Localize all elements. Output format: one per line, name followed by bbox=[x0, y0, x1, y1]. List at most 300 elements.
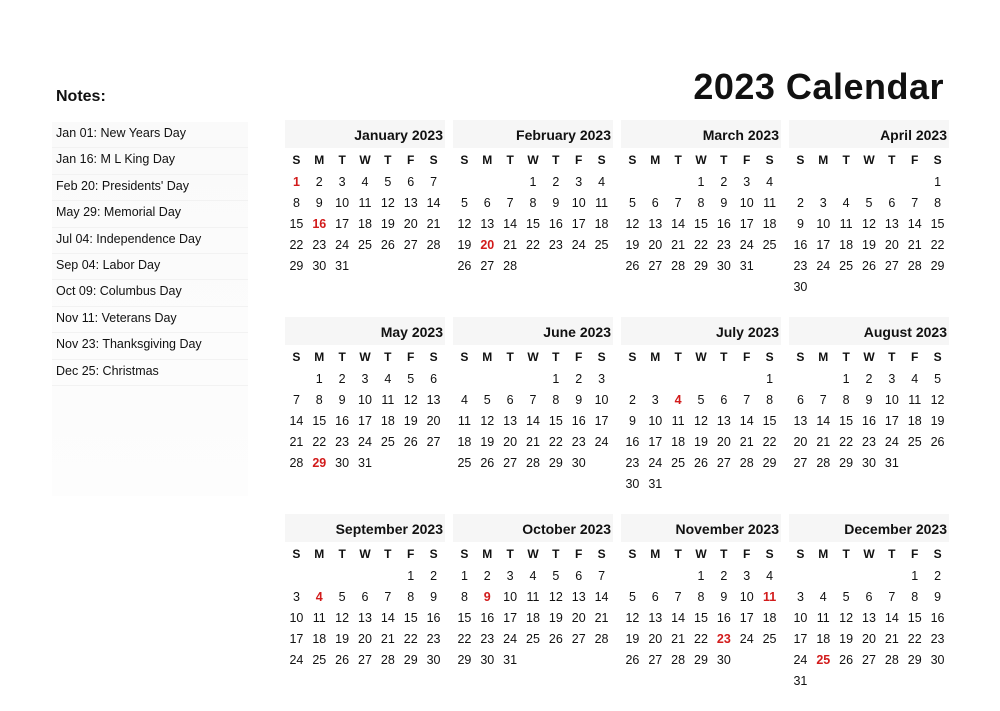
day-cell: 23 bbox=[426, 632, 441, 646]
day-cell: 25 bbox=[526, 632, 540, 646]
day-cell: 27 bbox=[426, 435, 441, 449]
weekday-label: F bbox=[911, 547, 919, 561]
weekday-label: F bbox=[911, 153, 919, 167]
week-row bbox=[789, 390, 949, 411]
day-cell: 7 bbox=[888, 590, 896, 604]
note-item: Jul 04: Independence Day bbox=[52, 228, 248, 254]
day-cell: 23 bbox=[312, 238, 327, 252]
weekday-label: M bbox=[818, 350, 829, 364]
week-row bbox=[621, 587, 781, 608]
day-cell: 12 bbox=[548, 590, 563, 604]
day-cell: 4 bbox=[842, 196, 850, 210]
day-cell: 26 bbox=[335, 653, 350, 667]
weekday-label: T bbox=[384, 547, 392, 561]
week-row bbox=[621, 629, 781, 650]
day-cell: 11 bbox=[358, 196, 372, 210]
day-cell: 9 bbox=[796, 217, 804, 231]
day-cell: 5 bbox=[628, 196, 636, 210]
day-cell: 16 bbox=[716, 611, 731, 625]
day-cell: 9 bbox=[315, 196, 323, 210]
day-cell: 16 bbox=[548, 217, 563, 231]
day-cell: 27 bbox=[648, 653, 663, 667]
weekday-label: S bbox=[460, 547, 469, 561]
day-cell: 18 bbox=[594, 217, 609, 231]
day-cell: 15 bbox=[930, 217, 945, 231]
weekday-label: S bbox=[933, 547, 942, 561]
day-cell: 11 bbox=[839, 217, 853, 231]
day-cell: 11 bbox=[763, 196, 777, 210]
weekday-label: S bbox=[796, 153, 805, 167]
weekday-label: S bbox=[933, 350, 942, 364]
week-row bbox=[789, 453, 949, 474]
day-cell: 23 bbox=[930, 632, 945, 646]
day-cell: 12 bbox=[930, 393, 945, 407]
day-cell: 20 bbox=[884, 238, 899, 252]
weekday-label: T bbox=[384, 153, 392, 167]
day-cell: 30 bbox=[930, 653, 945, 667]
day-cell: 30 bbox=[571, 456, 586, 470]
day-cell: 12 bbox=[839, 611, 854, 625]
weekday-label: S bbox=[597, 153, 606, 167]
day-cell: 5 bbox=[865, 196, 873, 210]
day-cell: 29 bbox=[289, 259, 304, 273]
day-cell: 28 bbox=[380, 653, 395, 667]
day-cell: 28 bbox=[289, 456, 304, 470]
weekday-header bbox=[621, 542, 781, 566]
day-cell: 15 bbox=[839, 414, 854, 428]
day-cell: 14 bbox=[671, 611, 686, 625]
day-cell: 22 bbox=[548, 435, 563, 449]
day-cell: 29 bbox=[762, 456, 777, 470]
day-cell: 1 bbox=[315, 372, 323, 386]
empty-day-cell bbox=[644, 172, 667, 193]
day-cell: 1 bbox=[766, 372, 774, 386]
week-row bbox=[789, 369, 949, 390]
weekday-label: S bbox=[628, 547, 637, 561]
day-cell: 26 bbox=[930, 435, 945, 449]
week-row bbox=[285, 650, 445, 671]
weekday-label: M bbox=[818, 547, 829, 561]
day-cell: 22 bbox=[694, 238, 708, 252]
weekday-label: T bbox=[338, 547, 346, 561]
day-cell: 8 bbox=[842, 393, 850, 407]
week-row bbox=[453, 390, 613, 411]
week-row bbox=[621, 453, 781, 474]
weekday-label: M bbox=[314, 547, 325, 561]
week-row bbox=[453, 566, 613, 587]
day-cell: 2 bbox=[720, 569, 728, 583]
day-cell: 15 bbox=[312, 414, 327, 428]
day-cell: 29 bbox=[907, 653, 922, 667]
day-cell: 21 bbox=[289, 435, 304, 449]
empty-day-cell bbox=[712, 369, 735, 390]
day-cell: 4 bbox=[598, 175, 606, 189]
day-cell: 6 bbox=[651, 196, 659, 210]
empty-day-cell bbox=[835, 172, 858, 193]
day-cell: 25 bbox=[762, 632, 777, 646]
month-calendar bbox=[453, 514, 613, 711]
day-cell: 19 bbox=[694, 435, 708, 449]
day-cell: 11 bbox=[908, 393, 922, 407]
empty-day-cell bbox=[812, 172, 835, 193]
day-cell: 15 bbox=[762, 414, 777, 428]
weekday-label: S bbox=[628, 153, 637, 167]
weekday-label: W bbox=[863, 153, 875, 167]
day-cell: 1 bbox=[697, 175, 705, 189]
day-cell: 29 bbox=[694, 653, 708, 667]
day-cell: 11 bbox=[816, 611, 830, 625]
day-cell: 29 bbox=[930, 259, 945, 273]
day-cell: 28 bbox=[671, 653, 686, 667]
week-row bbox=[453, 650, 613, 671]
weekday-label: W bbox=[527, 547, 539, 561]
weekday-label: S bbox=[292, 547, 301, 561]
day-cell: 8 bbox=[529, 196, 537, 210]
day-cell: 28 bbox=[426, 238, 441, 252]
day-cell: 21 bbox=[594, 611, 609, 625]
day-cell: 23 bbox=[480, 632, 495, 646]
day-cell: 13 bbox=[403, 196, 418, 210]
month-name: August 2023 bbox=[789, 317, 949, 345]
day-cell: 25 bbox=[907, 435, 922, 449]
weekday-label: T bbox=[506, 153, 514, 167]
week-row bbox=[453, 629, 613, 650]
note-item: Oct 09: Columbus Day bbox=[52, 280, 248, 306]
day-cell: 17 bbox=[503, 611, 518, 625]
empty-day-cell bbox=[644, 566, 667, 587]
day-cell: 8 bbox=[766, 393, 774, 407]
month-name: May 2023 bbox=[285, 317, 445, 345]
week-row bbox=[285, 566, 445, 587]
day-cell: 31 bbox=[503, 653, 518, 667]
day-cell: 7 bbox=[292, 393, 300, 407]
day-cell: 3 bbox=[743, 569, 751, 583]
day-cell: 13 bbox=[358, 611, 372, 625]
day-cell: 10 bbox=[793, 611, 808, 625]
day-cell: 16 bbox=[793, 238, 808, 252]
weekday-label: F bbox=[743, 153, 751, 167]
day-cell: 7 bbox=[743, 393, 751, 407]
day-cell: 11 bbox=[457, 414, 471, 428]
day-cell: 22 bbox=[312, 435, 327, 449]
day-cell: 9 bbox=[865, 393, 873, 407]
empty-day-cell bbox=[331, 566, 354, 587]
week-row bbox=[789, 235, 949, 256]
week-row bbox=[621, 369, 781, 390]
day-cell: 8 bbox=[407, 590, 415, 604]
week-row bbox=[285, 587, 445, 608]
day-cell: 12 bbox=[862, 217, 876, 231]
day-cell: 27 bbox=[648, 259, 663, 273]
weekday-label: S bbox=[765, 153, 774, 167]
day-cell: 31 bbox=[884, 456, 899, 470]
week-row bbox=[789, 608, 949, 629]
month-name: September 2023 bbox=[285, 514, 445, 542]
day-cell: 17 bbox=[289, 632, 304, 646]
empty-day-cell bbox=[667, 172, 690, 193]
day-cell: 28 bbox=[594, 632, 609, 646]
day-cell: 5 bbox=[628, 590, 636, 604]
weekday-label: T bbox=[888, 350, 896, 364]
week-row bbox=[621, 650, 781, 671]
day-cell: 28 bbox=[671, 259, 686, 273]
empty-day-cell bbox=[735, 369, 758, 390]
day-cell: 27 bbox=[862, 653, 876, 667]
weekday-label: S bbox=[292, 153, 301, 167]
day-cell: 23 bbox=[862, 435, 876, 449]
day-cell: 25 bbox=[312, 653, 327, 667]
empty-day-cell bbox=[789, 172, 812, 193]
day-cell: 11 bbox=[312, 611, 326, 625]
day-cell: 26 bbox=[625, 259, 640, 273]
note-item: May 29: Memorial Day bbox=[52, 201, 248, 227]
week-row bbox=[285, 256, 445, 277]
day-cell: 28 bbox=[884, 653, 899, 667]
day-cell: 25 bbox=[671, 456, 686, 470]
day-cell: 13 bbox=[648, 611, 663, 625]
month-name: December 2023 bbox=[789, 514, 949, 542]
day-cell: 15 bbox=[548, 414, 563, 428]
month-name: October 2023 bbox=[453, 514, 613, 542]
day-cell: 30 bbox=[716, 259, 731, 273]
day-cell: 25 bbox=[457, 456, 472, 470]
day-cell: 8 bbox=[911, 590, 919, 604]
day-cell: 3 bbox=[598, 372, 606, 386]
week-row bbox=[789, 214, 949, 235]
empty-day-cell bbox=[308, 566, 331, 587]
day-cell: 16 bbox=[930, 611, 945, 625]
month-name: January 2023 bbox=[285, 120, 445, 148]
day-cell: 6 bbox=[796, 393, 804, 407]
day-cell: 12 bbox=[457, 217, 472, 231]
notes-heading: Notes: bbox=[56, 88, 106, 105]
day-cell: 24 bbox=[739, 632, 754, 646]
day-cell: 17 bbox=[594, 414, 609, 428]
weekday-label: S bbox=[796, 547, 805, 561]
day-cell: 9 bbox=[338, 393, 346, 407]
note-item: Nov 23: Thanksgiving Day bbox=[52, 333, 248, 359]
weekday-label: M bbox=[650, 547, 661, 561]
empty-day-cell bbox=[858, 566, 881, 587]
day-cell: 18 bbox=[816, 632, 831, 646]
day-cell: 22 bbox=[457, 632, 472, 646]
week-row bbox=[621, 235, 781, 256]
empty-day-cell bbox=[880, 172, 903, 193]
day-cell: 13 bbox=[793, 414, 808, 428]
page-title: 2023 Calendar bbox=[693, 66, 944, 107]
day-cell: 17 bbox=[739, 611, 754, 625]
week-row bbox=[453, 453, 613, 474]
day-cell: 1 bbox=[552, 372, 560, 386]
weekday-label: F bbox=[743, 547, 751, 561]
day-cell: 28 bbox=[739, 456, 754, 470]
week-row bbox=[621, 256, 781, 277]
day-cell: 16 bbox=[426, 611, 441, 625]
day-cell: 15 bbox=[694, 611, 708, 625]
week-row bbox=[789, 587, 949, 608]
day-cell: 22 bbox=[930, 238, 945, 252]
day-cell: 14 bbox=[739, 414, 754, 428]
day-cell: 7 bbox=[598, 569, 606, 583]
week-row bbox=[453, 214, 613, 235]
day-cell: 2 bbox=[575, 372, 583, 386]
day-cell: 14 bbox=[884, 611, 899, 625]
day-cell: 30 bbox=[426, 653, 441, 667]
weekday-label: S bbox=[628, 350, 637, 364]
weekday-label: T bbox=[552, 547, 560, 561]
day-cell: 18 bbox=[457, 435, 472, 449]
day-cell: 25 bbox=[839, 259, 854, 273]
month-calendar bbox=[453, 120, 613, 317]
weekday-label: W bbox=[695, 350, 707, 364]
weekday-label: F bbox=[911, 350, 919, 364]
weekday-label: T bbox=[842, 547, 850, 561]
week-row bbox=[285, 193, 445, 214]
day-cell: 4 bbox=[361, 175, 369, 189]
day-cell: 2 bbox=[552, 175, 560, 189]
day-cell: 2 bbox=[628, 393, 636, 407]
day-cell: 10 bbox=[739, 590, 754, 604]
day-cell: 3 bbox=[506, 569, 514, 583]
day-cell: 3 bbox=[575, 175, 583, 189]
day-cell: 24 bbox=[571, 238, 586, 252]
day-cell: 31 bbox=[793, 674, 808, 688]
day-cell: 9 bbox=[720, 590, 728, 604]
week-row bbox=[789, 650, 949, 671]
week-row bbox=[789, 277, 949, 298]
day-cell: 31 bbox=[358, 456, 372, 470]
day-cell: 26 bbox=[862, 259, 876, 273]
weekday-header bbox=[621, 148, 781, 172]
day-cell: 25 bbox=[358, 238, 372, 252]
day-cell: 8 bbox=[934, 196, 942, 210]
day-cell: 2 bbox=[315, 175, 323, 189]
week-row bbox=[453, 608, 613, 629]
weekday-label: S bbox=[429, 547, 438, 561]
day-cell: 30 bbox=[480, 653, 495, 667]
empty-day-cell bbox=[476, 172, 499, 193]
day-cell: 3 bbox=[338, 175, 346, 189]
weekday-label: W bbox=[359, 153, 371, 167]
day-cell: 18 bbox=[380, 414, 395, 428]
day-cell: 31 bbox=[739, 259, 754, 273]
weekday-label: S bbox=[460, 350, 469, 364]
empty-day-cell bbox=[621, 566, 644, 587]
weekday-label: T bbox=[720, 350, 728, 364]
weekday-label: S bbox=[765, 547, 774, 561]
month-name: April 2023 bbox=[789, 120, 949, 148]
day-cell: 17 bbox=[335, 217, 350, 231]
day-cell: 30 bbox=[625, 477, 640, 491]
day-cell: 2 bbox=[483, 569, 491, 583]
week-row bbox=[621, 411, 781, 432]
day-cell: 24 bbox=[289, 653, 304, 667]
day-cell: 4 bbox=[384, 372, 392, 386]
empty-day-cell bbox=[835, 566, 858, 587]
day-cell: 20 bbox=[403, 217, 418, 231]
weekday-header bbox=[453, 345, 613, 369]
day-cell: 7 bbox=[911, 196, 919, 210]
day-cell: 28 bbox=[526, 456, 540, 470]
day-cell: 2 bbox=[338, 372, 346, 386]
week-row bbox=[285, 432, 445, 453]
day-cell: 8 bbox=[315, 393, 323, 407]
day-cell: 19 bbox=[480, 435, 495, 449]
day-cell: 10 bbox=[816, 217, 831, 231]
day-cell: 4 bbox=[529, 569, 537, 583]
day-cell: 10 bbox=[503, 590, 518, 604]
weekday-label: T bbox=[552, 153, 560, 167]
holiday-day-cell: 9 bbox=[483, 590, 491, 604]
weekday-label: M bbox=[818, 153, 829, 167]
week-row bbox=[453, 193, 613, 214]
week-row bbox=[621, 214, 781, 235]
note-item: Nov 11: Veterans Day bbox=[52, 307, 248, 333]
day-cell: 17 bbox=[739, 217, 754, 231]
holiday-day-cell: 4 bbox=[315, 590, 323, 604]
day-cell: 24 bbox=[739, 238, 754, 252]
day-cell: 4 bbox=[460, 393, 468, 407]
day-cell: 20 bbox=[571, 611, 586, 625]
week-row bbox=[789, 432, 949, 453]
day-cell: 18 bbox=[762, 217, 777, 231]
day-cell: 20 bbox=[426, 414, 441, 428]
week-row bbox=[621, 193, 781, 214]
day-cell: 27 bbox=[403, 238, 418, 252]
day-cell: 9 bbox=[575, 393, 583, 407]
weekday-label: S bbox=[292, 350, 301, 364]
day-cell: 19 bbox=[457, 238, 472, 252]
note-item: Jan 01: New Years Day bbox=[52, 122, 248, 148]
weekday-label: M bbox=[314, 350, 325, 364]
day-cell: 20 bbox=[648, 238, 663, 252]
day-cell: 2 bbox=[430, 569, 438, 583]
day-cell: 12 bbox=[625, 611, 640, 625]
day-cell: 19 bbox=[930, 414, 945, 428]
day-cell: 11 bbox=[671, 414, 685, 428]
day-cell: 29 bbox=[457, 653, 472, 667]
day-cell: 11 bbox=[526, 590, 540, 604]
holiday-day-cell: 20 bbox=[480, 238, 495, 252]
day-cell: 26 bbox=[457, 259, 472, 273]
week-row bbox=[285, 411, 445, 432]
weekday-label: S bbox=[597, 350, 606, 364]
day-cell: 21 bbox=[671, 238, 686, 252]
empty-day-cell bbox=[621, 172, 644, 193]
day-cell: 31 bbox=[335, 259, 350, 273]
empty-day-cell bbox=[376, 566, 399, 587]
day-cell: 5 bbox=[460, 196, 468, 210]
day-cell: 6 bbox=[575, 569, 583, 583]
weekday-header bbox=[789, 345, 949, 369]
day-cell: 7 bbox=[819, 393, 827, 407]
day-cell: 24 bbox=[335, 238, 350, 252]
day-cell: 23 bbox=[716, 238, 731, 252]
day-cell: 22 bbox=[694, 632, 708, 646]
weekday-label: F bbox=[407, 153, 415, 167]
day-cell: 1 bbox=[911, 569, 919, 583]
day-cell: 26 bbox=[548, 632, 563, 646]
weekday-label: S bbox=[597, 547, 606, 561]
day-cell: 23 bbox=[335, 435, 350, 449]
empty-day-cell bbox=[690, 369, 713, 390]
weekday-header bbox=[285, 148, 445, 172]
day-cell: 22 bbox=[907, 632, 922, 646]
holiday-day-cell: 1 bbox=[292, 175, 300, 189]
day-cell: 18 bbox=[839, 238, 854, 252]
day-cell: 13 bbox=[503, 414, 518, 428]
day-cell: 17 bbox=[571, 217, 586, 231]
